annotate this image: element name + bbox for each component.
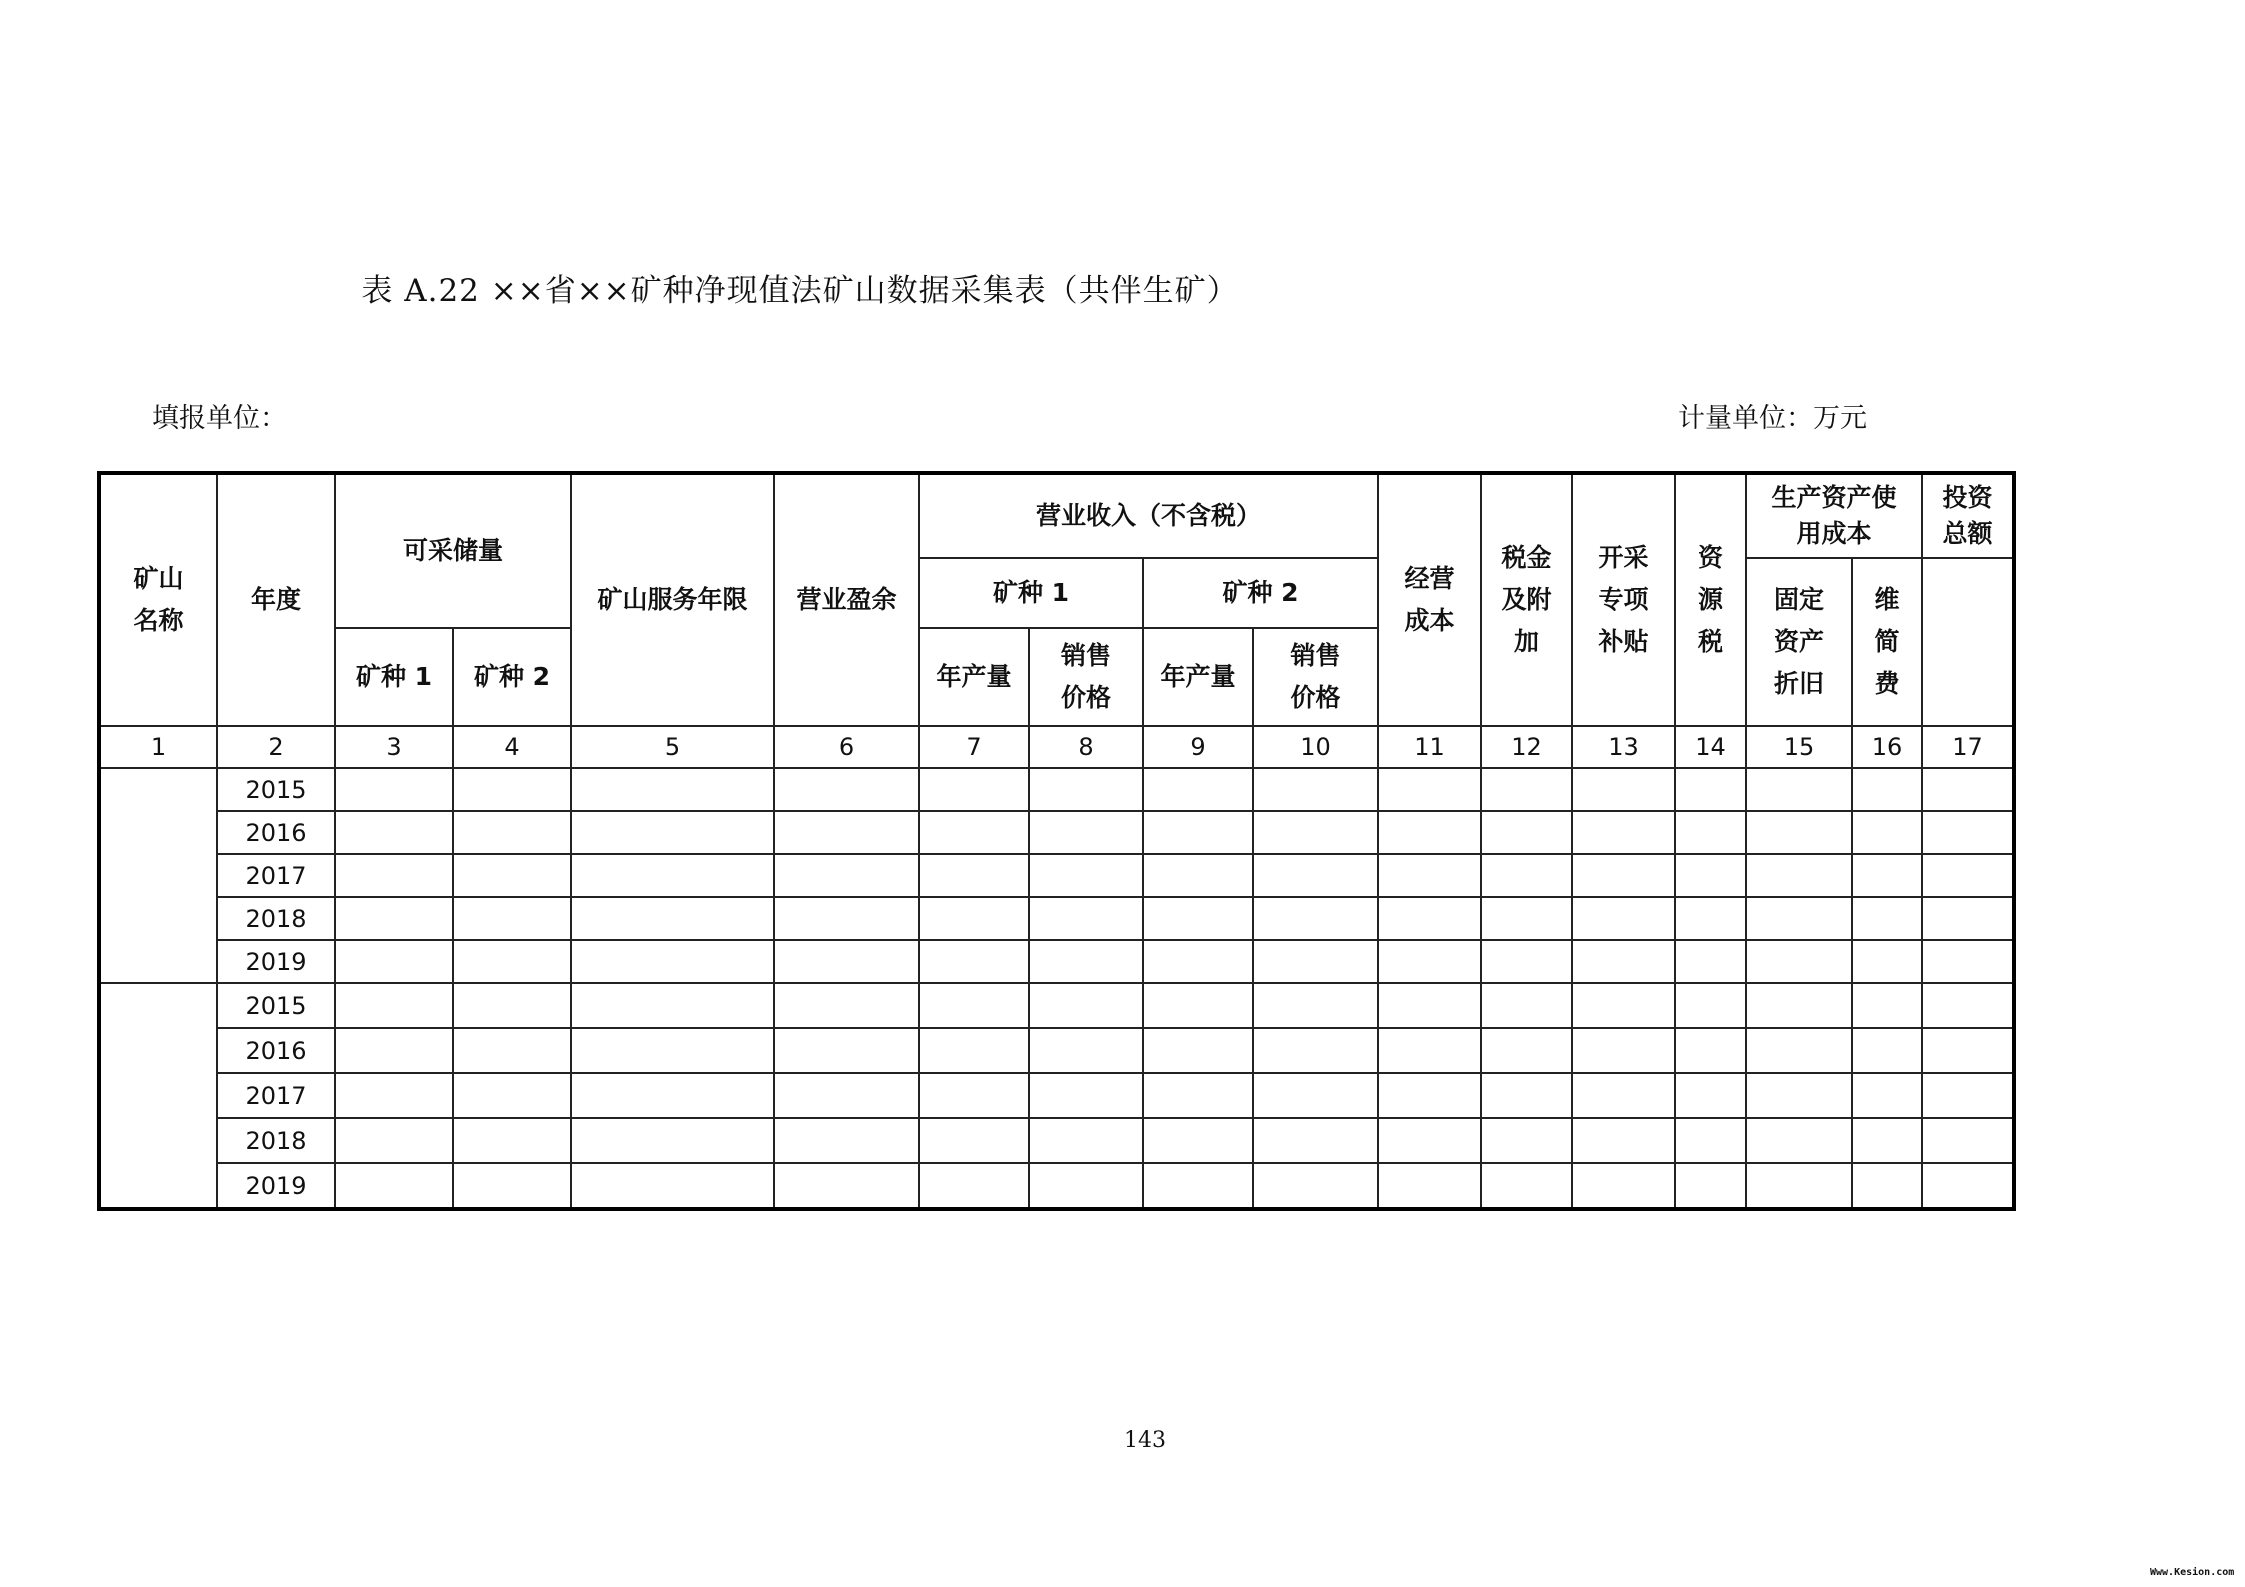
year-cell: 2017: [217, 854, 335, 897]
data-cell[interactable]: [1922, 983, 2014, 1028]
data-cell[interactable]: [1572, 983, 1675, 1028]
data-cell[interactable]: [1852, 768, 1922, 811]
data-cell[interactable]: [335, 811, 453, 854]
page-number: 143: [1124, 1428, 1166, 1453]
data-cell[interactable]: [571, 983, 774, 1028]
column-number-row: [99, 726, 2014, 768]
data-cell[interactable]: [1675, 983, 1746, 1028]
column-number: 12: [1481, 726, 1572, 768]
data-cell[interactable]: [1675, 1163, 1746, 1209]
data-cell[interactable]: [1143, 1073, 1253, 1118]
data-cell[interactable]: [774, 897, 919, 940]
data-cell[interactable]: [1143, 1163, 1253, 1209]
data-cell[interactable]: [1378, 897, 1481, 940]
column-number: 1: [99, 726, 217, 768]
data-cell[interactable]: [335, 1163, 453, 1209]
data-cell[interactable]: [335, 897, 453, 940]
data-cell[interactable]: [1378, 983, 1481, 1028]
data-cell[interactable]: [1481, 1163, 1572, 1209]
data-cell[interactable]: [1746, 854, 1852, 897]
data-cell[interactable]: [453, 897, 571, 940]
data-cell[interactable]: [1746, 1163, 1852, 1209]
data-cell[interactable]: [571, 768, 774, 811]
data-cell[interactable]: [1378, 1163, 1481, 1209]
data-cell[interactable]: [1029, 897, 1143, 940]
header-tax-surcharge: 税金及附加: [1481, 473, 1572, 726]
data-cell[interactable]: [1481, 983, 1572, 1028]
data-cell[interactable]: [1852, 940, 1922, 983]
data-cell[interactable]: [1675, 897, 1746, 940]
year-cell: 2018: [217, 897, 335, 940]
year-cell: 2019: [217, 1163, 335, 1209]
data-cell[interactable]: [774, 1073, 919, 1118]
data-cell[interactable]: [1675, 811, 1746, 854]
data-cell[interactable]: [1378, 854, 1481, 897]
year-cell: 2016: [217, 1028, 335, 1073]
data-cell[interactable]: [1253, 1163, 1378, 1209]
data-cell[interactable]: [1746, 768, 1852, 811]
data-cell[interactable]: [1481, 940, 1572, 983]
header-reserves: 可采储量: [335, 473, 571, 628]
data-cell[interactable]: [774, 940, 919, 983]
data-cell[interactable]: [571, 897, 774, 940]
data-cell[interactable]: [1746, 1028, 1852, 1073]
data-collection-table: [97, 471, 2016, 1211]
data-cell[interactable]: [1852, 854, 1922, 897]
data-cell[interactable]: [1253, 1073, 1378, 1118]
data-cell[interactable]: [1572, 1073, 1675, 1118]
data-cell[interactable]: [1029, 768, 1143, 811]
data-cell[interactable]: [335, 983, 453, 1028]
data-cell[interactable]: [1253, 983, 1378, 1028]
data-cell[interactable]: [774, 811, 919, 854]
table-row: [99, 1118, 2014, 1163]
data-cell[interactable]: [1852, 1163, 1922, 1209]
header-service-life: 矿山服务年限: [571, 473, 774, 726]
data-cell[interactable]: [1143, 854, 1253, 897]
data-cell[interactable]: [1746, 1073, 1852, 1118]
data-cell[interactable]: [453, 983, 571, 1028]
data-cell[interactable]: [1253, 854, 1378, 897]
data-cell[interactable]: [1746, 983, 1852, 1028]
header-revenue-mineral-2: 矿种 2: [1143, 558, 1378, 628]
data-cell[interactable]: [453, 1118, 571, 1163]
data-cell[interactable]: [1852, 897, 1922, 940]
data-cell[interactable]: [1572, 1118, 1675, 1163]
data-cell[interactable]: [453, 1073, 571, 1118]
data-cell[interactable]: [453, 940, 571, 983]
data-cell[interactable]: [1253, 1118, 1378, 1163]
measure-unit-label: 计量单位：万元: [1678, 403, 1867, 434]
data-cell[interactable]: [1746, 897, 1852, 940]
data-cell[interactable]: [1675, 768, 1746, 811]
year-cell: 2017: [217, 1073, 335, 1118]
data-cell[interactable]: [1572, 811, 1675, 854]
table-row: [99, 768, 2014, 811]
header-operating-cost: 经营成本: [1378, 473, 1481, 726]
data-cell[interactable]: [1852, 811, 1922, 854]
header-surplus: 营业盈余: [774, 473, 919, 726]
data-cell[interactable]: [1572, 897, 1675, 940]
mine-name-cell[interactable]: [99, 768, 217, 983]
data-cell[interactable]: [1922, 811, 2014, 854]
data-cell[interactable]: [774, 854, 919, 897]
data-cell[interactable]: [1572, 768, 1675, 811]
data-cell[interactable]: [1143, 983, 1253, 1028]
data-cell[interactable]: [1029, 983, 1143, 1028]
column-number: 2: [217, 726, 335, 768]
data-cell[interactable]: [1029, 1118, 1143, 1163]
data-cell[interactable]: [1029, 1028, 1143, 1073]
data-cell[interactable]: [1675, 854, 1746, 897]
data-cell[interactable]: [1746, 811, 1852, 854]
data-cell[interactable]: [1922, 768, 2014, 811]
column-number: 16: [1852, 726, 1922, 768]
data-cell[interactable]: [335, 1073, 453, 1118]
data-cell[interactable]: [571, 854, 774, 897]
data-cell[interactable]: [1746, 940, 1852, 983]
table-row: [99, 897, 2014, 940]
data-cell[interactable]: [919, 811, 1029, 854]
data-cell[interactable]: [1253, 1028, 1378, 1073]
data-cell[interactable]: [1922, 1163, 2014, 1209]
data-cell[interactable]: [1572, 854, 1675, 897]
data-cell[interactable]: [453, 768, 571, 811]
data-cell[interactable]: [1253, 897, 1378, 940]
data-cell[interactable]: [453, 1028, 571, 1073]
header-mining-subsidy: 开采专项补贴: [1572, 473, 1675, 726]
header-reserves-mineral-2: 矿种 2: [453, 628, 571, 726]
header-sale-price-1: 销售价格: [1029, 628, 1143, 726]
column-number: 14: [1675, 726, 1746, 768]
data-cell[interactable]: [335, 768, 453, 811]
year-cell: 2015: [217, 983, 335, 1028]
table-row: [99, 1073, 2014, 1118]
data-cell[interactable]: [1922, 1073, 2014, 1118]
data-cell[interactable]: [1481, 768, 1572, 811]
year-cell: 2016: [217, 811, 335, 854]
data-cell[interactable]: [1029, 1163, 1143, 1209]
data-cell[interactable]: [1378, 940, 1481, 983]
data-cell[interactable]: [1029, 1073, 1143, 1118]
header-sale-price-2: 销售价格: [1253, 628, 1378, 726]
data-cell[interactable]: [1852, 983, 1922, 1028]
data-cell[interactable]: [453, 854, 571, 897]
column-number: 5: [571, 726, 774, 768]
header-depreciation: 固定资产折旧: [1746, 558, 1852, 726]
header-mine-name: 矿山名称: [99, 473, 217, 726]
column-number: 15: [1746, 726, 1852, 768]
data-cell[interactable]: [1481, 897, 1572, 940]
table-row: [99, 1028, 2014, 1073]
data-cell[interactable]: [1922, 1028, 2014, 1073]
data-cell[interactable]: [1378, 768, 1481, 811]
header-maintenance: 维简费: [1852, 558, 1922, 726]
data-cell[interactable]: [919, 1163, 1029, 1209]
mine-name-cell[interactable]: [99, 983, 217, 1209]
header-revenue-mineral-1: 矿种 1: [919, 558, 1143, 628]
data-cell[interactable]: [571, 1118, 774, 1163]
data-cell[interactable]: [335, 854, 453, 897]
column-number: 11: [1378, 726, 1481, 768]
data-cell[interactable]: [1481, 854, 1572, 897]
year-cell: 2015: [217, 768, 335, 811]
data-cell[interactable]: [1572, 1028, 1675, 1073]
data-cell[interactable]: [919, 1028, 1029, 1073]
data-cell[interactable]: [1675, 1118, 1746, 1163]
data-cell[interactable]: [1029, 811, 1143, 854]
data-cell[interactable]: [1481, 811, 1572, 854]
data-cell[interactable]: [1572, 1163, 1675, 1209]
header-asset-cost: 生产资产使用成本: [1746, 473, 1922, 558]
column-number: 10: [1253, 726, 1378, 768]
data-cell[interactable]: [571, 940, 774, 983]
data-cell[interactable]: [774, 1163, 919, 1209]
data-cell[interactable]: [774, 983, 919, 1028]
data-cell[interactable]: [1378, 1073, 1481, 1118]
watermark-text: Www.Kesion.com: [2150, 1567, 2235, 1578]
header-reserves-mineral-1: 矿种 1: [335, 628, 453, 726]
data-cell[interactable]: [919, 768, 1029, 811]
data-cell[interactable]: [1675, 940, 1746, 983]
data-cell[interactable]: [1253, 768, 1378, 811]
data-cell[interactable]: [1378, 811, 1481, 854]
data-cell[interactable]: [1481, 1118, 1572, 1163]
data-cell[interactable]: [1481, 1073, 1572, 1118]
table-row: [99, 811, 2014, 854]
data-cell[interactable]: [1143, 1028, 1253, 1073]
data-cell[interactable]: [1253, 940, 1378, 983]
data-cell[interactable]: [1675, 1028, 1746, 1073]
data-cell[interactable]: [335, 1118, 453, 1163]
data-cell[interactable]: [1922, 854, 2014, 897]
data-cell[interactable]: [453, 1163, 571, 1209]
column-number: 7: [919, 726, 1029, 768]
data-cell[interactable]: [571, 811, 774, 854]
header-annual-output-2: 年产量: [1143, 628, 1253, 726]
data-cell[interactable]: [335, 940, 453, 983]
header-revenue: 营业收入（不含税）: [919, 473, 1378, 558]
data-cell[interactable]: [1852, 1028, 1922, 1073]
data-cell[interactable]: [919, 940, 1029, 983]
data-cell[interactable]: [453, 811, 571, 854]
header-year: 年度: [217, 473, 335, 726]
column-number: 17: [1922, 726, 2014, 768]
data-cell[interactable]: [1253, 811, 1378, 854]
table-row: [99, 854, 2014, 897]
data-cell[interactable]: [571, 1163, 774, 1209]
data-cell[interactable]: [1746, 1118, 1852, 1163]
table-row: [99, 983, 2014, 1028]
data-cell[interactable]: [1029, 854, 1143, 897]
column-number: 6: [774, 726, 919, 768]
data-cell[interactable]: [919, 897, 1029, 940]
data-cell[interactable]: [919, 1118, 1029, 1163]
data-cell[interactable]: [571, 1028, 774, 1073]
data-cell[interactable]: [774, 1118, 919, 1163]
header-resource-tax: 资源税: [1675, 473, 1746, 726]
year-cell: 2019: [217, 940, 335, 983]
column-number: 4: [453, 726, 571, 768]
data-cell[interactable]: [1922, 897, 2014, 940]
data-cell[interactable]: [1572, 940, 1675, 983]
column-number: 13: [1572, 726, 1675, 768]
data-cell[interactable]: [1029, 940, 1143, 983]
page-title: 表 A.22 ××省××矿种净现值法矿山数据采集表（共伴生矿）: [361, 273, 1239, 309]
data-cell[interactable]: [1143, 811, 1253, 854]
data-cell[interactable]: [919, 854, 1029, 897]
header-investment-blank: [1922, 558, 2014, 726]
data-cell[interactable]: [774, 768, 919, 811]
table-row: [99, 940, 2014, 983]
data-cell[interactable]: [1675, 1073, 1746, 1118]
data-cell[interactable]: [919, 983, 1029, 1028]
data-cell[interactable]: [1143, 897, 1253, 940]
data-body: [99, 768, 2014, 1209]
data-cell[interactable]: [1922, 1118, 2014, 1163]
data-cell[interactable]: [1143, 1118, 1253, 1163]
data-cell[interactable]: [1378, 1118, 1481, 1163]
data-cell[interactable]: [1143, 940, 1253, 983]
data-cell[interactable]: [1481, 1028, 1572, 1073]
column-number: 8: [1029, 726, 1143, 768]
data-cell[interactable]: [1143, 768, 1253, 811]
data-cell[interactable]: [919, 1073, 1029, 1118]
data-cell[interactable]: [1922, 940, 2014, 983]
year-cell: 2018: [217, 1118, 335, 1163]
data-cell[interactable]: [335, 1028, 453, 1073]
data-cell[interactable]: [1852, 1118, 1922, 1163]
data-cell[interactable]: [774, 1028, 919, 1073]
data-cell[interactable]: [571, 1073, 774, 1118]
header-annual-output-1: 年产量: [919, 628, 1029, 726]
data-cell[interactable]: [1852, 1073, 1922, 1118]
column-number: 3: [335, 726, 453, 768]
header-investment: 投资总额: [1922, 473, 2014, 558]
report-unit-label: 填报单位：: [152, 403, 287, 434]
table-row: [99, 1163, 2014, 1209]
data-cell[interactable]: [1378, 1028, 1481, 1073]
column-number: 9: [1143, 726, 1253, 768]
